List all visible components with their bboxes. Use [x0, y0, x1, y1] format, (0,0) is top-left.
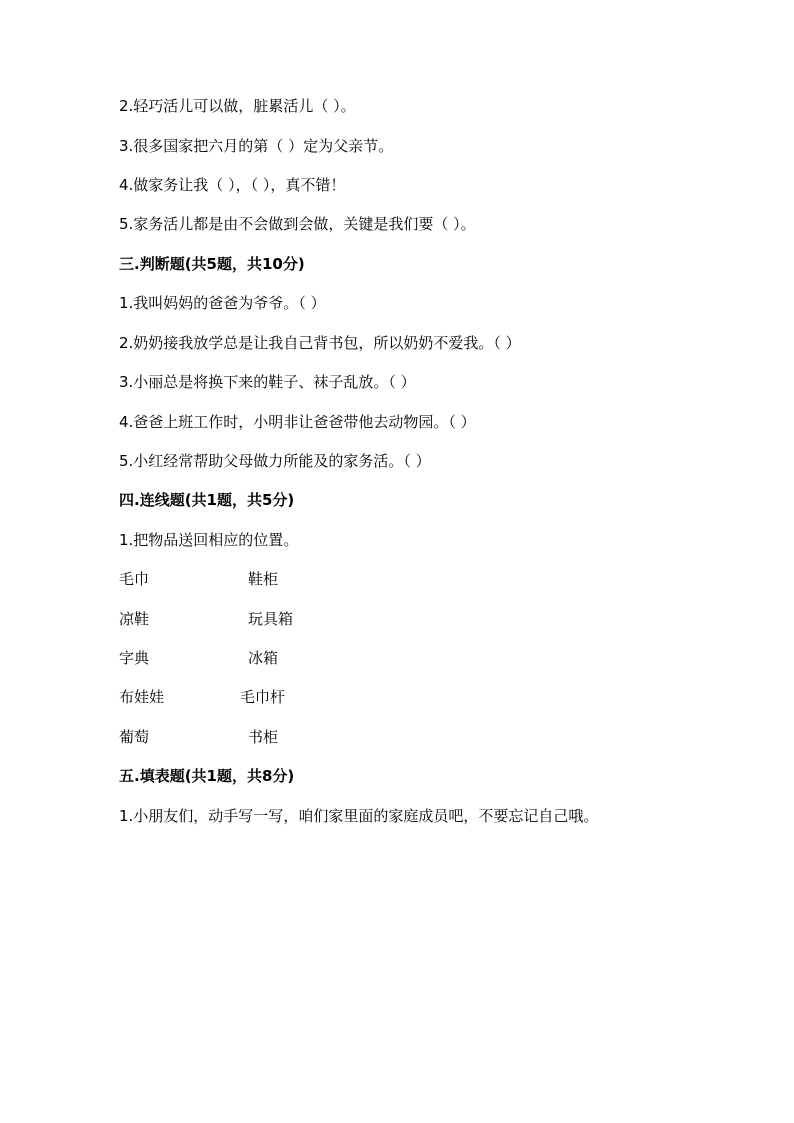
section-heading-judgement: 三.判断题(共5题，共10分) — [119, 255, 305, 273]
section-heading-table: 五.填表题(共1题，共8分) — [119, 767, 295, 785]
judgement-question-3: 3.小丽总是将换下来的鞋子、袜子乱放。（ ） — [119, 373, 416, 391]
section-heading-matching: 四.连线题(共1题，共5分) — [119, 491, 295, 509]
fill-question-3: 3.很多国家把六月的第（ ）定为父亲节。 — [119, 137, 394, 155]
table-question: 1.小朋友们，动手写一写，咱们家里面的家庭成员吧，不要忘记自己哦。 — [119, 807, 599, 825]
match-right-item: 鞋柜 — [248, 570, 279, 588]
match-right-item: 书柜 — [248, 728, 279, 746]
match-left-item: 葡萄 — [119, 728, 150, 746]
match-left-item: 凉鞋 — [119, 610, 150, 628]
fill-question-2: 2.轻巧活儿可以做，脏累活儿（ ）。 — [119, 97, 356, 115]
judgement-question-4: 4.爸爸上班工作时，小明非让爸爸带他去动物园。（ ） — [119, 413, 476, 431]
match-right-item: 冰箱 — [248, 649, 279, 667]
match-left-item: 布娃娃 — [119, 688, 165, 706]
judgement-question-2: 2.奶奶接我放学总是让我自己背书包，所以奶奶不爱我。（ ） — [119, 334, 521, 352]
match-left-item: 字典 — [119, 649, 150, 667]
match-right-item: 毛巾杆 — [240, 688, 286, 706]
judgement-question-1: 1.我叫妈妈的爸爸为爷爷。（ ） — [119, 294, 326, 312]
match-right-item: 玩具箱 — [248, 610, 294, 628]
match-left-item: 毛巾 — [119, 570, 150, 588]
judgement-question-5: 5.小红经常帮助父母做力所能及的家务活。（ ） — [119, 452, 431, 470]
fill-question-4: 4.做家务让我（ ），（ ），真不错！ — [119, 176, 346, 194]
fill-question-5: 5.家务活儿都是由不会做到会做，关键是我们要（ ）。 — [119, 215, 476, 233]
matching-question: 1.把物品送回相应的位置。 — [119, 531, 299, 549]
